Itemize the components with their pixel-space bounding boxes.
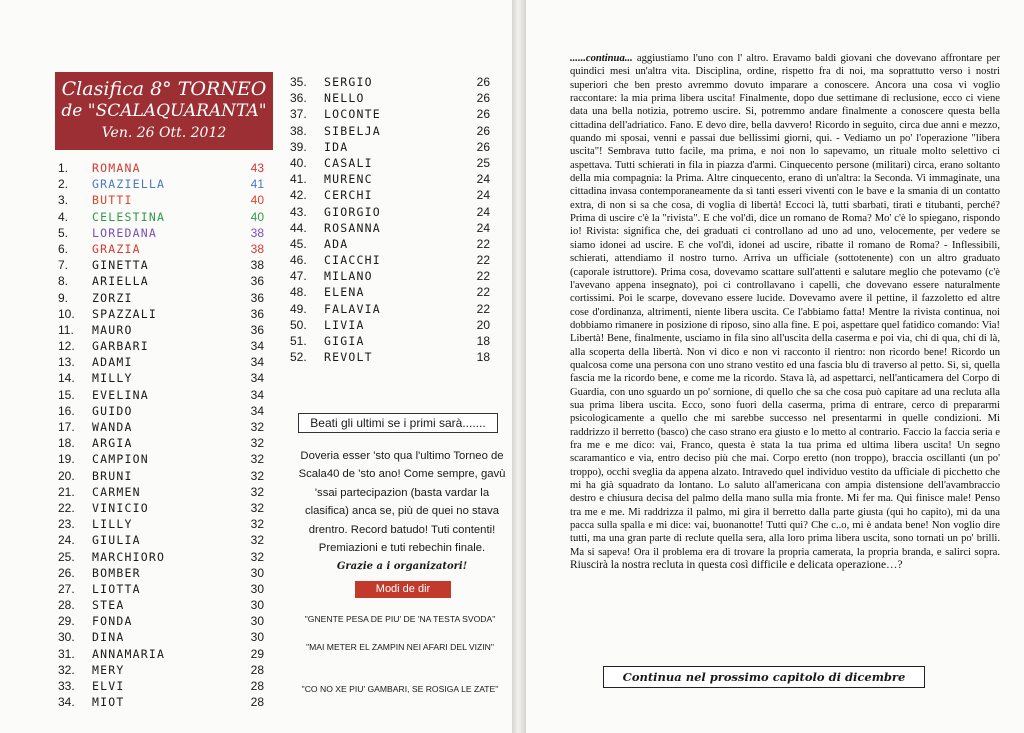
rank-position: 46. bbox=[290, 253, 307, 268]
player-name: WANDA bbox=[92, 420, 133, 434]
ranking-row bbox=[58, 549, 264, 565]
ranking-row bbox=[290, 74, 490, 90]
rank-position: 27. bbox=[58, 581, 75, 596]
title-line-1: Clasifica 8° TORNEO bbox=[61, 78, 267, 100]
player-name: MIOT bbox=[92, 695, 125, 710]
rank-position: 23. bbox=[58, 517, 75, 532]
ranking-row bbox=[58, 646, 264, 662]
player-name: MURENC bbox=[324, 172, 373, 187]
ranking-row bbox=[290, 187, 490, 203]
story-closing: Riuscirà la nostra recluta in questa così difficile e delicata operazione…? bbox=[570, 559, 903, 572]
ranking-row bbox=[58, 581, 264, 597]
player-score: 22 bbox=[476, 301, 490, 316]
page-gutter bbox=[512, 0, 526, 733]
player-score: 34 bbox=[250, 339, 264, 354]
player-score: 32 bbox=[250, 533, 264, 548]
player-score: 30 bbox=[250, 598, 264, 613]
rank-position: 36. bbox=[290, 91, 307, 106]
ranking-row bbox=[58, 225, 264, 241]
player-name: ARIELLA bbox=[92, 274, 149, 289]
beati-box: Beati gli ultimi se i primi sarà....... bbox=[298, 413, 498, 433]
player-score: 32 bbox=[250, 436, 264, 451]
title-line-2: de "SCALAQUARANTA" bbox=[61, 101, 267, 121]
player-score: 22 bbox=[476, 285, 490, 300]
player-score: 22 bbox=[476, 253, 490, 268]
player-score: 40 bbox=[250, 193, 264, 208]
right-page bbox=[526, 0, 1024, 733]
player-score: 38 bbox=[250, 225, 264, 240]
player-score: 24 bbox=[476, 220, 490, 235]
rank-position: 33. bbox=[58, 679, 75, 693]
player-name: FALAVIA bbox=[324, 301, 381, 316]
rank-position: 22. bbox=[58, 500, 75, 515]
rank-position: 6. bbox=[58, 241, 69, 256]
player-name: ROSANNA bbox=[324, 220, 381, 235]
player-score: 20 bbox=[476, 317, 490, 332]
rank-position: 13. bbox=[58, 355, 75, 370]
player-score: 28 bbox=[250, 679, 264, 693]
ranking-list-column-1 bbox=[58, 160, 264, 710]
player-score: 34 bbox=[250, 371, 264, 386]
ranking-row bbox=[290, 204, 490, 220]
ranking-row bbox=[58, 419, 264, 435]
modi-de-dir-label: Modi de dir bbox=[355, 581, 451, 598]
player-name: CARMEN bbox=[92, 484, 141, 499]
rank-position: 40. bbox=[290, 155, 307, 170]
ranking-row bbox=[290, 106, 490, 122]
rank-position: 11. bbox=[58, 322, 74, 337]
player-score: 43 bbox=[250, 161, 264, 175]
player-name: ELENA bbox=[324, 285, 365, 300]
ranking-row bbox=[58, 451, 264, 467]
ranking-row bbox=[290, 301, 490, 317]
rank-position: 24. bbox=[58, 533, 75, 548]
ranking-row bbox=[58, 565, 264, 581]
ranking-row bbox=[290, 171, 490, 187]
player-name: LIVIA bbox=[324, 317, 365, 332]
rank-position: 52. bbox=[290, 350, 307, 365]
player-name: BRUNI bbox=[92, 468, 133, 483]
ranking-row bbox=[58, 160, 264, 176]
player-name: GRAZIA bbox=[92, 241, 141, 256]
player-name: SPAZZALI bbox=[92, 306, 157, 321]
player-score: 30 bbox=[250, 614, 264, 629]
player-name: ADA bbox=[324, 236, 349, 251]
next-chapter-box: Continua nel prossimo capitolo di dicembre bbox=[603, 666, 925, 688]
rank-position: 45. bbox=[290, 236, 307, 251]
saying-2: "MAI METER EL ZAMPIN NEI AFARI DEL VIZIN" bbox=[306, 642, 494, 652]
ranking-row bbox=[290, 220, 490, 236]
player-score: 18 bbox=[476, 334, 490, 348]
player-score: 28 bbox=[250, 662, 264, 677]
player-score: 26 bbox=[476, 107, 490, 122]
player-score: 30 bbox=[250, 581, 264, 596]
player-score: 28 bbox=[250, 695, 264, 710]
tournament-note bbox=[296, 447, 508, 577]
rank-position: 20. bbox=[58, 468, 75, 483]
player-name: ZORZI bbox=[92, 290, 133, 305]
ranking-row bbox=[58, 241, 264, 257]
rank-position: 4. bbox=[58, 209, 69, 224]
player-name: MARCHIORO bbox=[92, 549, 166, 564]
player-score: 34 bbox=[250, 403, 264, 418]
rank-position: 28. bbox=[58, 598, 75, 613]
ranking-list-column-2 bbox=[290, 74, 490, 365]
player-score: 32 bbox=[250, 420, 264, 434]
player-name: LILLY bbox=[92, 517, 133, 532]
player-name: LIOTTA bbox=[92, 581, 141, 596]
rank-position: 18. bbox=[58, 436, 75, 451]
ranking-row bbox=[58, 613, 264, 629]
player-score: 41 bbox=[250, 177, 264, 192]
rank-position: 42. bbox=[290, 188, 307, 203]
player-score: 26 bbox=[476, 91, 490, 106]
ranking-row bbox=[58, 306, 264, 322]
ranking-row bbox=[290, 139, 490, 155]
ranking-row bbox=[290, 349, 490, 365]
ranking-row bbox=[290, 236, 490, 252]
ranking-row bbox=[58, 387, 264, 403]
player-name: NELLO bbox=[324, 91, 365, 106]
player-name: CERCHI bbox=[324, 188, 373, 203]
ranking-row bbox=[58, 209, 264, 225]
ranking-row bbox=[58, 629, 264, 645]
ranking-row bbox=[58, 435, 264, 451]
player-score: 26 bbox=[476, 123, 490, 138]
player-name: GIGIA bbox=[324, 334, 365, 348]
player-name: MERY bbox=[92, 662, 125, 677]
ranking-row bbox=[58, 500, 264, 516]
player-name: VINICIO bbox=[92, 500, 149, 515]
player-name: GRAZIELLA bbox=[92, 177, 166, 192]
player-score: 22 bbox=[476, 269, 490, 284]
player-name: MILLY bbox=[92, 371, 133, 386]
ranking-row bbox=[58, 468, 264, 484]
player-score: 32 bbox=[250, 452, 264, 467]
ranking-row bbox=[290, 333, 490, 349]
ranking-row bbox=[58, 192, 264, 208]
ranking-row bbox=[58, 290, 264, 306]
player-score: 22 bbox=[476, 236, 490, 251]
ranking-row bbox=[58, 257, 264, 273]
saying-3: "CO NO XE PIU' GAMBARI, SE ROSIGA LE ZATE" bbox=[301, 684, 499, 694]
rank-position: 38. bbox=[290, 123, 307, 138]
story-text bbox=[570, 52, 1000, 572]
ranking-row bbox=[58, 694, 264, 710]
rank-position: 12. bbox=[58, 339, 75, 354]
rank-position: 34. bbox=[58, 695, 75, 710]
rank-position: 21. bbox=[58, 484, 75, 499]
ranking-row bbox=[58, 403, 264, 419]
rank-position: 49. bbox=[290, 301, 307, 316]
player-name: BOMBER bbox=[92, 565, 141, 580]
player-score: 34 bbox=[250, 355, 264, 370]
player-name: CAMPION bbox=[92, 452, 149, 467]
player-score: 32 bbox=[250, 517, 264, 532]
ranking-title-box bbox=[55, 72, 273, 150]
player-score: 32 bbox=[250, 468, 264, 483]
player-name: MAURO bbox=[92, 322, 133, 337]
rank-position: 44. bbox=[290, 220, 307, 235]
rank-position: 47. bbox=[290, 269, 307, 284]
player-name: EVELINA bbox=[92, 387, 149, 402]
player-name: GIULIA bbox=[92, 533, 141, 548]
rank-position: 25. bbox=[58, 549, 75, 564]
player-score: 36 bbox=[250, 274, 264, 289]
ranking-row bbox=[290, 155, 490, 171]
signature: Grazie a i organizatori! bbox=[336, 561, 468, 573]
player-score: 32 bbox=[250, 484, 264, 499]
saying-1: "GNENTE PESA DE PIU' DE 'NA TESTA SVODA" bbox=[304, 614, 496, 624]
player-score: 32 bbox=[250, 549, 264, 564]
player-score: 40 bbox=[250, 209, 264, 224]
rank-position: 16. bbox=[58, 403, 75, 418]
rank-position: 43. bbox=[290, 204, 307, 219]
player-score: 34 bbox=[250, 387, 264, 402]
ranking-row bbox=[58, 516, 264, 532]
player-name: LOCONTE bbox=[324, 107, 381, 122]
player-name: ELVI bbox=[92, 679, 125, 693]
ranking-row bbox=[290, 90, 490, 106]
player-name: SERGIO bbox=[324, 75, 373, 89]
player-score: 26 bbox=[476, 139, 490, 154]
player-name: FONDA bbox=[92, 614, 133, 629]
player-score: 36 bbox=[250, 322, 264, 337]
player-name: BUTTI bbox=[92, 193, 133, 208]
rank-position: 19. bbox=[58, 452, 75, 467]
player-name: GARBARI bbox=[92, 339, 149, 354]
player-score: 32 bbox=[250, 500, 264, 515]
rank-position: 3. bbox=[58, 193, 69, 208]
player-score: 30 bbox=[250, 565, 264, 580]
ranking-row bbox=[58, 532, 264, 548]
player-name: CIACCHI bbox=[324, 253, 381, 268]
rank-position: 35. bbox=[290, 75, 307, 89]
ranking-row bbox=[58, 597, 264, 613]
rank-position: 7. bbox=[58, 258, 69, 273]
player-score: 24 bbox=[476, 188, 490, 203]
player-score: 38 bbox=[250, 258, 264, 273]
rank-position: 29. bbox=[58, 614, 75, 629]
rank-position: 26. bbox=[58, 565, 75, 580]
player-name: LOREDANA bbox=[92, 225, 157, 240]
player-name: DINA bbox=[92, 630, 125, 645]
player-name: REVOLT bbox=[324, 350, 373, 365]
player-name: ROMANA bbox=[92, 161, 141, 175]
player-name: GUIDO bbox=[92, 403, 133, 418]
ranking-row bbox=[58, 678, 264, 694]
ranking-row bbox=[58, 354, 264, 370]
ranking-row bbox=[290, 284, 490, 300]
player-score: 29 bbox=[250, 646, 264, 661]
player-name: GIORGIO bbox=[324, 204, 381, 219]
player-name: ANNAMARIA bbox=[92, 646, 166, 661]
player-score: 36 bbox=[250, 290, 264, 305]
rank-position: 10. bbox=[58, 306, 75, 321]
player-score: 38 bbox=[250, 241, 264, 256]
player-name: MILANO bbox=[324, 269, 373, 284]
ranking-row bbox=[58, 338, 264, 354]
ranking-row bbox=[290, 252, 490, 268]
ranking-row bbox=[58, 176, 264, 192]
ranking-row bbox=[58, 484, 264, 500]
rank-position: 48. bbox=[290, 285, 307, 300]
player-name: ADAMI bbox=[92, 355, 133, 370]
player-score: 24 bbox=[476, 172, 490, 187]
player-name: GINETTA bbox=[92, 258, 149, 273]
ranking-row bbox=[58, 322, 264, 338]
ranking-row bbox=[58, 370, 264, 386]
player-name: SIBELJA bbox=[324, 123, 381, 138]
rank-position: 15. bbox=[58, 387, 75, 402]
story-body: aggiustiamo l'uno con l' altro. Eravamo baldi giovani che dovevano affrontare per quindici mesi un'altra vita. Disciplina, ordine, rispetto fra di noi, ma soprattutto verso i nostri superiori che ben presto avremmo dovuto imparare a conoscere. Ancora una cosa vi voglio raccontare: la mia prima libera uscita! Finalmente, dopo due settimane di reclusione, ecco ci viene data una bella notizia, potremo uscire. Si, potremmo andare finalmente a conoscere questa bella cittadina dell'adriatico. Fano. E devo dire, bella davvero! Ricordo in seguito, circa due anni e mezzo, quando mi sposai, venni e passai due bellissimi giorni, qui. - Vediamo un po' l'operazione "libera uscita"! Sembrava tutto facile, ma prima, e noi non lo sapevamo, un rituale molto selettivo ci aspettava. Tutti schierati in fila in piazza d'armi. Cinquecento persone (militari) circa, erano soltanto della mia compagnia: la Prima. Altre cinquecento, erano di un'altra: la Seconda. Vi immaginate, una cittadina invasa contemporaneamente da sì tanti esseri viventi con le bave e la smania di un contatto extra, di non si sa che cosa, di voglia di libertà! Eccoci là, tutti sbarbati, tirati e titubanti, perché? Prima di uscire c'è la "rivista". E che vol'dì, dice un romano de Roma? Mo' c'è lo spiegano, rispondo io! Rivista: significa che, dei graduati ci controllano ad uno ad uno, velocemente, per vedere se siamo idonei ad uscire. E che vol'dì, idonei ad uscire, ribatte il romano de Roma? - Inflessibili, schierati, attendiamo il nostro turno. Arriva un ufficiale (sottotenente) con un altro graduato (caporale istruttore). Prima cosa, dovevamo scattare sull'attenti e salutare meglio che potevamo (c'è l'avevano appena insegnato), poi ci controllavano i capelli, che dovevano essere naturalmente cortissimi. Poi le scarpe, dovevano essere lucide. Dovevamo avere il pettine, il fazzoletto ed altre cose d'ordinanza, altrimenti, niente libera uscita. Ce l'abbiamo fatta! Mentre la rivista continua, noi dobbiamo rimanere in posizione di riposo, sino alla fine. E poi, aspettare quel fatidico comando: Via! Libertà! Bene, finalmente, usciamo in fila sino all'uscita della caserma e poi via, chi di qua, chi di là, alla scoperta della libertà. Non vi dico e non vi racconto il rientro: non ricordo bene! Ricordo un qualcosa come una persona con uno strano vestito ed una fascia blu di traverso al petto. Sì, sì, quella fascia me la ricordo bene, e come me la ricordo. Stava là, ad aspettarci, nell'anticamera del Corpo di Guardia, con uno sguardo un po' sornione, di quello che sa che cosa può capitare ad una recluta alla sua prima libera uscita. Ecco, sono fuori della caserma, prima di entrare, cerco di prepararmi psicologicamente a quello che mi sarebbe successo nel presentarmi in quelle condizioni. Mi raddrizzo il berretto (basco) che caso strano era giusto e lo metto al contrario. Faccio la faccia seria e fra me e me dico: vai, Franco, questa è stata la tua prima ed ultima libera uscita! Un segno scaramantico e via, entro deciso più che mai. Corpo eretto (non troppo), braccia oscillanti (un po' troppo), occhi sveglia da appena alzato. Intravedo quel individuo vestito da ufficiale di picchetto che mi ha già squadrato da lontano. Lo saluto all'americana con ampia distensione dell'avambraccio destro e chiusura decisa del palmo della mano sulla mia fronte. Mi fer ma. Qui finisce male! Penso tra me e me. Mi raddrizza il palmo, mi gira il berretto dalla parte giusta (qui ho capito), mi da una pacca sulla spalla e mi dice: vai, buonanotte! Tutti qui? Che c..o, mi è andata bene! Non voglio dire tutti, ma una gran parte di reclute quella sera, alla loro prima libera uscita, sono tornati un po' brilli. Ma si sapeva! Ora il problema era di trovare la propria camerata, la propria branda, e salirci sopra. bbox=[570, 53, 1000, 558]
player-score: 26 bbox=[476, 75, 490, 89]
rank-position: 41. bbox=[290, 172, 307, 187]
rank-position: 51. bbox=[290, 334, 307, 348]
rank-position: 2. bbox=[58, 177, 69, 192]
player-name: CASALI bbox=[324, 155, 373, 170]
rank-position: 17. bbox=[58, 420, 75, 434]
rank-position: 30. bbox=[58, 630, 75, 645]
player-name: STEA bbox=[92, 598, 125, 613]
title-date: Ven. 26 Ott. 2012 bbox=[101, 125, 227, 141]
player-name: IDA bbox=[324, 139, 349, 154]
rank-position: 32. bbox=[58, 662, 75, 677]
rank-position: 1. bbox=[58, 161, 69, 175]
player-name: ARGIA bbox=[92, 436, 133, 451]
rank-position: 9. bbox=[58, 290, 69, 305]
ranking-row bbox=[58, 273, 264, 289]
ranking-row bbox=[290, 317, 490, 333]
ranking-row bbox=[290, 268, 490, 284]
player-score: 24 bbox=[476, 204, 490, 219]
rank-position: 31. bbox=[58, 646, 75, 661]
rank-position: 37. bbox=[290, 107, 307, 122]
player-name: CELESTINA bbox=[92, 209, 166, 224]
tournament-note-text: Doveria esser 'sto qua l'ultimo Torneo de Scala40 de 'sto ano! Come sempre, gavù 'ssai partecipazion (basta vardar la clasifica) anca se, più de quei no stava drentro. Record batudo! Tuti contenti! Premiazioni e tuti rebechin finale. bbox=[298, 450, 506, 555]
player-score: 25 bbox=[476, 155, 490, 170]
rank-position: 39. bbox=[290, 139, 307, 154]
continua-label: ......continua... bbox=[570, 53, 633, 64]
rank-position: 14. bbox=[58, 371, 75, 386]
rank-position: 8. bbox=[58, 274, 69, 289]
player-score: 36 bbox=[250, 306, 264, 321]
ranking-row bbox=[290, 123, 490, 139]
ranking-row bbox=[58, 662, 264, 678]
player-score: 30 bbox=[250, 630, 264, 645]
player-score: 18 bbox=[476, 350, 490, 365]
rank-position: 5. bbox=[58, 225, 69, 240]
rank-position: 50. bbox=[290, 317, 307, 332]
